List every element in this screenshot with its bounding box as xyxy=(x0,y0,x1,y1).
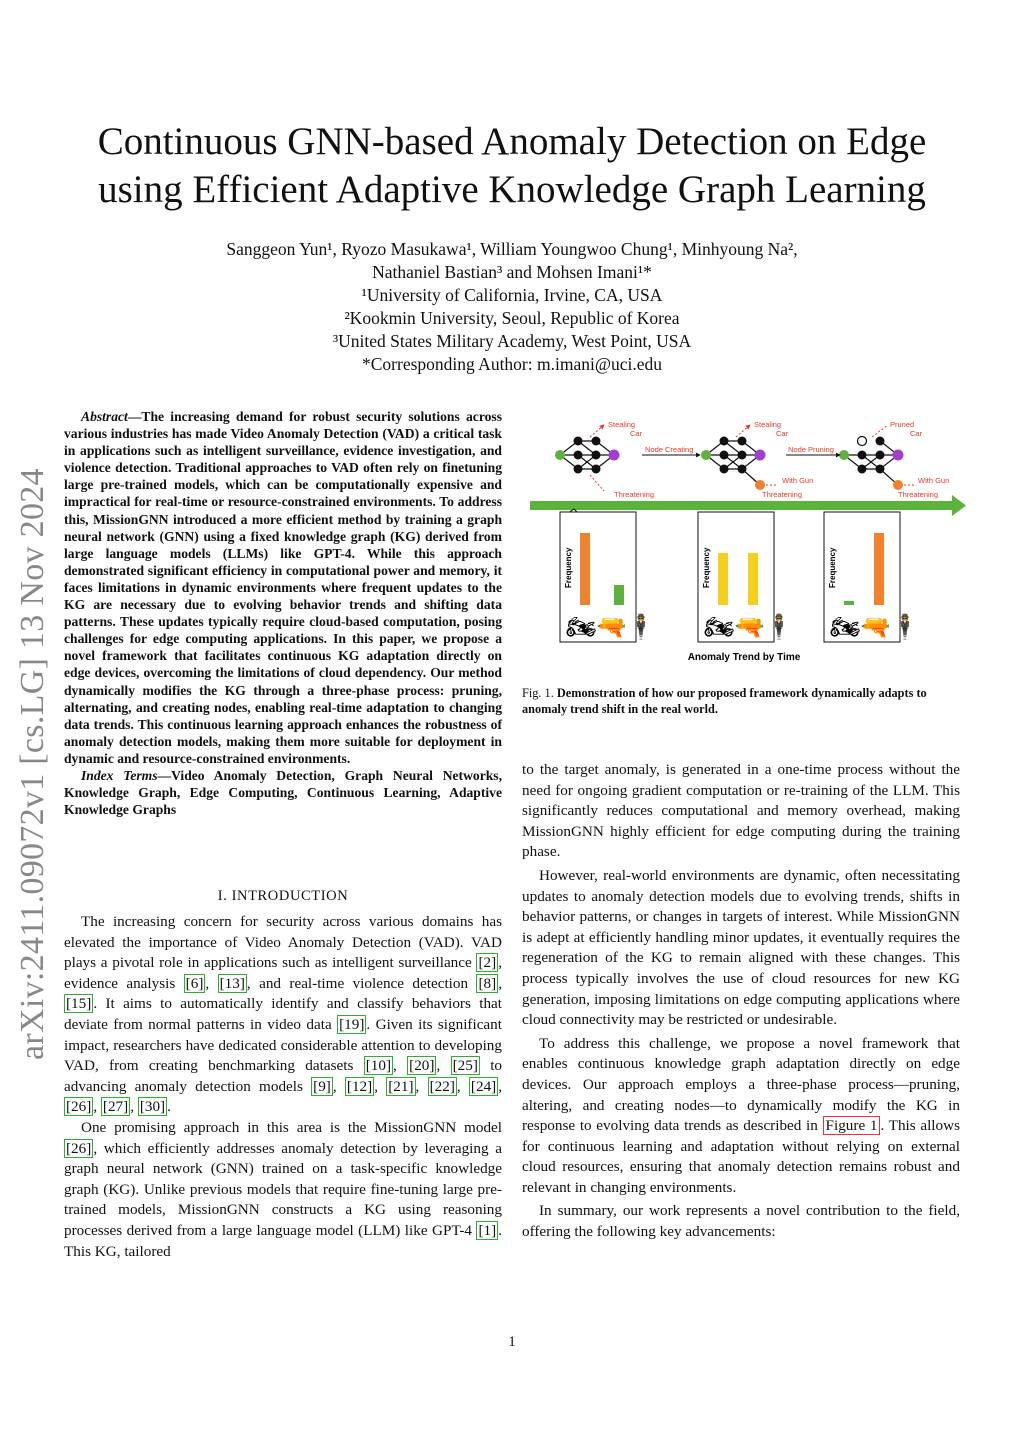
arxiv-sidebar-stamp: arXiv:2411.09072v1 [cs.LG] 13 Nov 2024 xyxy=(14,468,51,1060)
intro-paragraph-2: One promising approach in this area is the MissionGNN model [26] , which efficiently addresses anomaly detection by leveraging a graph neural network (GNN) trained on a task-specific knowledge graph (KG). Unlike previous models that require fine-tuning large pre-trained models, MissionGNN constructs a KG using reasoning processes derived from a large language model (LLM) like GPT-4 [1] . This KG, tailored xyxy=(64,1118,502,1260)
anomaly-icon: 🏍🔫🕴 xyxy=(830,614,921,641)
citation-link[interactable]: [22] xyxy=(429,1077,455,1095)
citation-link[interactable]: [1] xyxy=(478,1221,497,1239)
citation-link[interactable]: [25] xyxy=(452,1057,478,1075)
graph3-right-label: With Gun xyxy=(918,476,950,485)
intro-right-column xyxy=(522,760,960,1243)
anomaly-icon: 🏍🔫🕴 xyxy=(566,614,657,641)
citation-link[interactable]: [24] xyxy=(470,1077,497,1095)
graph2-bottom-label: Threatening xyxy=(762,490,803,499)
graph2-top-label: Stealing xyxy=(754,420,782,429)
author-block xyxy=(90,238,934,376)
bar-orange xyxy=(580,533,590,605)
svg-text:Frequency: Frequency xyxy=(828,547,837,588)
affiliation-1: ¹University of California, Irvine, CA, USA xyxy=(361,285,663,305)
citation-link[interactable]: [15] xyxy=(66,995,92,1013)
authors-line-2: Nathaniel Bastian³ and Mohsen Imani¹* xyxy=(372,262,652,282)
graph1-top-label: Stealing xyxy=(608,420,636,429)
index-terms-text: —Video Anomaly Detection, Graph Neural Networks, Knowledge Graph, Edge Computing, Continuous Learning, Adaptive Knowledge Graphs xyxy=(64,767,502,818)
abstract xyxy=(64,408,502,818)
right-paragraph-1: to the target anomaly, is generated in a one-time process without the need for ongoing gradient computation or re-training of the LLM. This significantly reduces computational and memory overhead, making MissionGNN highly efficient for edge computing during the training phase. xyxy=(522,761,960,861)
citation-link[interactable]: [20] xyxy=(409,1057,435,1075)
citation-link[interactable]: [10] xyxy=(365,1057,392,1075)
knowledge-graph-2 xyxy=(701,425,778,490)
svg-text:Frequency: Frequency xyxy=(702,547,711,588)
anomaly-icon: 🏍🔫🕴 xyxy=(704,614,795,641)
figure-caption xyxy=(522,686,962,717)
bar-green xyxy=(844,601,854,605)
svg-text:Frequency: Frequency xyxy=(564,547,573,588)
knowledge-graph-3 xyxy=(839,425,916,490)
intro-left-column xyxy=(64,912,502,1262)
right-paragraph-3: To address this challenge, we propose a novel framework that enables continuous knowledge graph adaptation directly on edge devices. Our approach employs a three-phase process—pruning, altering, and creating nodes—to dynamically modify the KG in response to evolving data trends as described in Figure 1 . This allows for continuous learning and adaptation without relying on external cloud resources, ensuring that anomaly detection remains robust and relevant in changing environments. xyxy=(522,1034,960,1196)
citation-link[interactable]: [26] xyxy=(66,1139,92,1157)
svg-text:Car: Car xyxy=(910,429,923,438)
arrow2-label: Node Pruning xyxy=(788,445,834,454)
bar-orange xyxy=(874,533,884,605)
citation-link[interactable]: [13] xyxy=(219,974,245,992)
frequency-panel-3 xyxy=(824,512,920,642)
corresponding-author: *Corresponding Author: m.imani@uci.edu xyxy=(362,354,662,374)
abstract-text: —The increasing demand for robust security solutions across various industries has made Video Anomaly Detection (VAD) a critical task in applications such as intelligent surveillance, evidence investigation, and violence detection. Traditional approaches to VAD often rely on finetuning large pre-trained models, which can be computationally expensive and impractical for real-time or resource-constrained environments. To address this, MissionGNN introduced a more efficient method by training a graph neural network (GNN) using a fixed knowledge graph (KG) derived from large language models (LLMs) like GPT-4. While this approach demonstrated significant efficiency in computational power and memory, it faces limitations in dynamic environments where frequent updates to the KG are necessary due to evolving behavior trends and shifting data patterns. These updates typically require cloud-based computation, posing challenges for edge computing applications. In this paper, we propose a novel framework that facilitates continuous KG adaptation directly on edge devices, overcoming the limitations of cloud dependency. Our method dynamically modifies the KG through a three-phase process: pruning, alternating, and creating nodes, enabling real-time adaptation to changing data trends. This continuous learning approach enhances the robustness of anomaly detection models, making them more suitable for deployment in dynamic and resource-constrained environments. xyxy=(64,409,502,766)
affiliation-2: ²Kookmin University, Seoul, Republic of Korea xyxy=(344,308,680,328)
figure-caption-label: Fig. 1. xyxy=(522,686,554,700)
bar-yellow xyxy=(748,553,758,605)
authors-line-1: Sanggeon Yun¹, Ryozo Masukawa¹, William Youngwoo Chung¹, Minhyoung Na², xyxy=(226,239,798,259)
citation-link[interactable]: [30] xyxy=(139,1098,166,1116)
citation-link[interactable]: [2] xyxy=(478,954,497,972)
graph3-top-label: Pruned xyxy=(890,420,915,429)
graph2-right-label: With Gun xyxy=(782,476,814,485)
bar-yellow xyxy=(718,553,728,605)
affiliation-3: ³United States Military Academy, West Point, USA xyxy=(332,331,692,351)
svg-text:Car: Car xyxy=(776,429,789,438)
citation-link[interactable]: [8] xyxy=(478,974,497,992)
citation-link[interactable]: [12] xyxy=(346,1077,373,1095)
section-heading: I. INTRODUCTION xyxy=(217,888,349,904)
figure-caption-text: Demonstration of how our proposed framework dynamically adapts to anomaly trend shift in the real world. xyxy=(522,686,927,716)
figure-1 xyxy=(522,405,966,667)
citation-link[interactable]: [9] xyxy=(313,1077,331,1095)
frequency-panel-1 xyxy=(560,509,656,642)
citation-link[interactable]: [21] xyxy=(388,1077,414,1095)
knowledge-graph-1 xyxy=(555,425,620,491)
citation-link[interactable]: [27] xyxy=(102,1098,129,1116)
svg-text:Car: Car xyxy=(630,429,643,438)
bar-green xyxy=(614,585,624,605)
citation-link[interactable]: [26] xyxy=(66,1098,92,1116)
paper-title xyxy=(40,118,984,214)
intro-paragraph-1: The increasing concern for security across various domains has elevated the importance of Video Anomaly Detection (VAD). VAD plays a pivotal role in applications such as intelligent surveillance [2] , evidence analysis [6] , [13] , and real-time violence detection [8] , [15] . It aims to automatically identify and classify behaviors that deviate from normal patterns in video data [19] . Given its significant impact, researchers have dedicated considerable attention to developing VAD, from creating benchmarking datasets [10] , [20] , [25] to advancing anomaly detection models [9] , [12] , [21] , [22] , [24] , [26] , [27] , [30] . xyxy=(64,913,503,1116)
citation-link[interactable]: [6] xyxy=(185,974,204,992)
index-terms-label: Index Terms xyxy=(81,767,158,783)
figure-1-link[interactable]: Figure 1 xyxy=(823,1116,881,1135)
title-line-2: using Efficient Adaptive Knowledge Graph Learning xyxy=(98,168,926,211)
abstract-label: Abstract xyxy=(81,409,128,424)
timeline-label: Anomaly Trend by Time xyxy=(687,652,801,663)
graph1-bottom-label: Threatening xyxy=(614,490,655,499)
right-paragraph-2: However, real-world environments are dynamic, often necessitating updates to anomaly detection models due to evolving trends, shifts in behavior patterns, or changes in targets of interest. While MissionGNN is adept at efficiently handling minor updates, it eventually requires the regeneration of the KG to remain aligned with these changes. This process typically involves the use of cloud resources for new KG generation, imposing limitations on edge computing applications where cloud connectivity may be restricted or undesirable. xyxy=(522,866,960,1029)
citation-link[interactable]: [19] xyxy=(339,1015,365,1033)
page-number: 1 xyxy=(508,1334,516,1350)
arrow1-label: Node Creating xyxy=(645,445,694,454)
frequency-panel-2 xyxy=(698,512,794,642)
title-line-1: Continuous GNN-based Anomaly Detection on Edge xyxy=(97,120,927,163)
graph3-bottom-label: Threatening xyxy=(898,490,939,499)
right-paragraph-4: In summary, our work represents a novel contribution to the field, offering the following key advancements: xyxy=(522,1202,960,1241)
